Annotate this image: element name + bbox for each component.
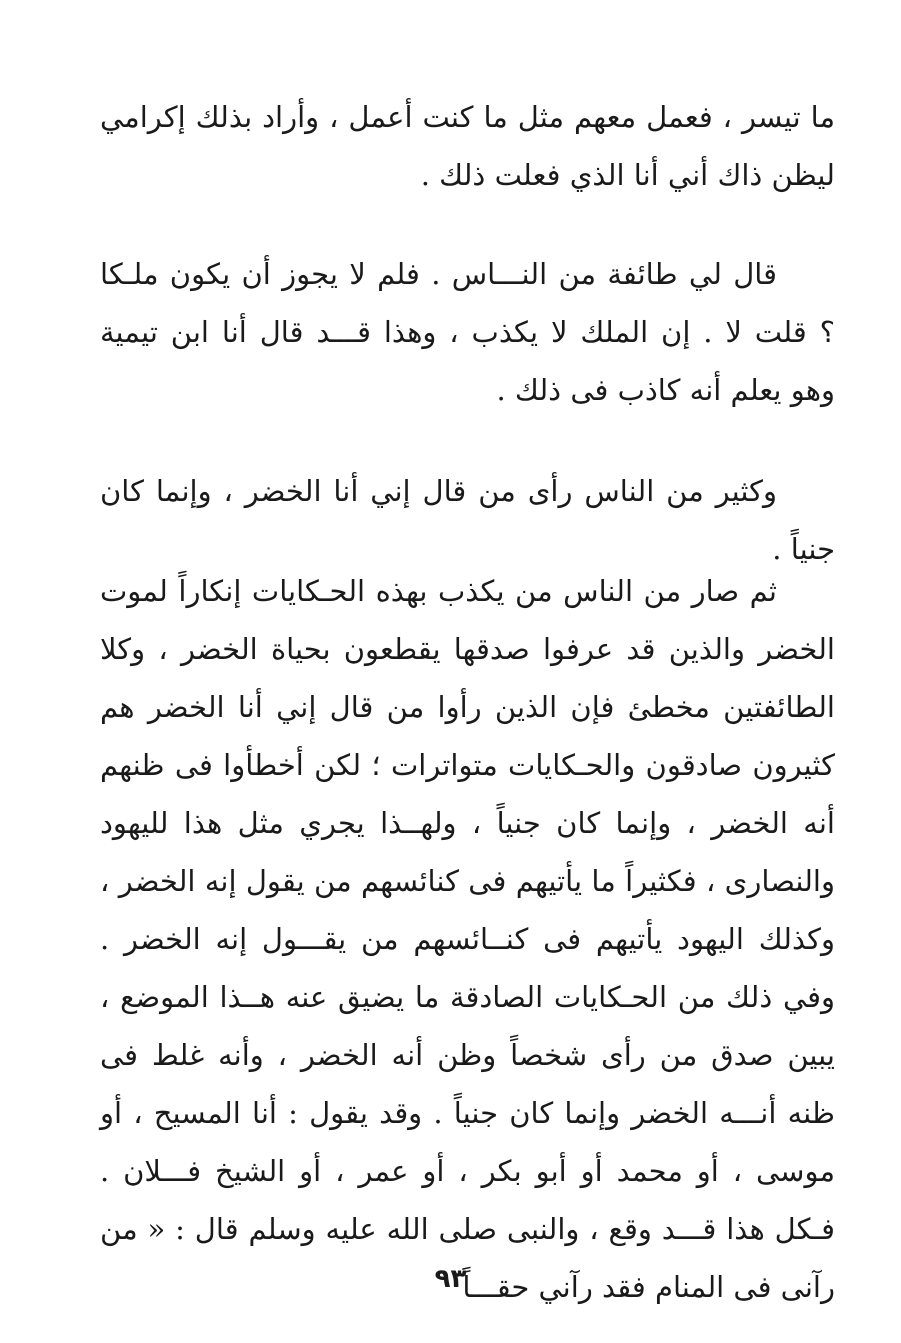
paragraph-3 (100, 462, 835, 578)
paragraph-1 (100, 88, 835, 204)
page-number: ٩٣ (434, 1264, 467, 1294)
paragraph-text: ما تيسر ، فعمل معهم مثل ما كنت أعمل ، وأراد بذلك إكرامي ليظن ذاك أني أنا الذي فعلت ذلك . (100, 100, 835, 192)
paragraph-2 (100, 245, 835, 419)
paragraph-text: وكثير من الناس رأى من قال إني أنا الخضر ، وإنما كان جنياً . (100, 474, 835, 566)
paragraph-text: قال لي طائفة من النـــاس . فلم لا يجوز أن يكون ملـكا ؟ قلت لا . إن الملك لا يكذب ، وهذا قـــد قال أنا ابن تيمية وهو يعلم أنه كاذب فى ذلك . (100, 257, 835, 407)
paragraph-text: ثم صار من الناس من يكذب بهذه الحـكايات إنكاراً لموت الخضر والذين قد عرفوا صدقها يقطعون بحياة الخضر ، وكلا الطائفتين مخطئ فإن الذين رأوا من قال إني أنا الخضر هم كثيرون صادقون والحـكايات متواترات ؛ لكن أخطأوا فى ظنهم أنه الخضر ، وإنما كان جنياً ، ولهــذا يجري مثل هذا لليهود والنصارى ، فكثيراً ما يأتيهم فى كنائسهم من يقول إنه الخضر ، وكذلك اليهود يأتيهم فى كنــائسهم من يقـــول إنه الخضر . وفي ذلك من الحـكايات الصادقة ما يضيق عنه هــذا الموضع ، يبين صدق من رأى شخصاً وظن أنه الخضر ، وأنه غلط فى ظنه أنـــه الخضر وإنما كان جنياً . وقد يقول : أنا المسيح ، أو موسى ، أو محمد أو أبو بكر ، أو عمر ، أو الشيخ فـــلان . فـكل هذا قـــد وقع ، والنبى صلى الله عليه وسلم قال : « من رآنى فى المنام فقد رآني حقـــاً (100, 574, 835, 1304)
paragraph-4 (100, 562, 835, 1316)
